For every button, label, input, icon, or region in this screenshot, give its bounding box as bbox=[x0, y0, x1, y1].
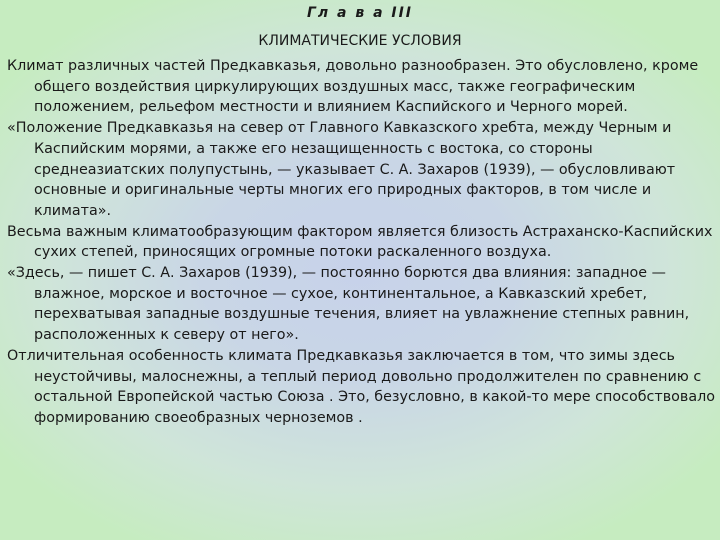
body-text bbox=[7, 56, 715, 429]
paragraph-climate-overview: Климат различных частей Предкавказья, довольно разнообразен. Это обусловлено, кроме общего воздействия циркулирующих воздушных масс, также географическим положением, рельефом местности и влиянием Каспийского и Черного морей. bbox=[7, 58, 699, 116]
paragraph-zakharov-quote-position: «Положение Предкавказья на север от Главного Кавказского хребта, между Черным и Каспийским морями, а также его незащищенность с востока, со стороны среднеазиатских полупустынь, — указывает С. А. Захаров (1939), — обусловливают основные и оригинальные черты многих его природных факторов, в том числе и климата». bbox=[7, 120, 676, 219]
paragraph-zakharov-quote-influences: «Здесь, — пишет С. А. Захаров (1939), — постоянно борются два влияния: западное — влажное, морское и восточное — сухое, континентальное, а Кавказский хребет, перехватывая западные воздушные течения, влияет на увлажнение степных равнин, расположенных к северу от него». bbox=[7, 265, 690, 344]
paragraph-climate-distinction: Отличительная особенность климата Предкавказья заключается в том, что зимы здесь неустойчивы, малоснежны, а теплый период довольно продолжителен по сравнению с остальной Европейской частью Союза . Это, безусловно, в какой-то мере способствовало формированию своеобразных черноземов . bbox=[7, 347, 715, 426]
paragraph-steppe-factor: Весьма важным климатообразующим фактором является близость Астраханско-Каспийских сухих степей, приносящих огромные потоки раскаленного воздуха. bbox=[7, 223, 713, 261]
chapter-title: КЛИМАТИЧЕСКИЕ УСЛОВИЯ bbox=[258, 33, 462, 49]
chapter-label: Гл а в а III bbox=[306, 5, 414, 21]
